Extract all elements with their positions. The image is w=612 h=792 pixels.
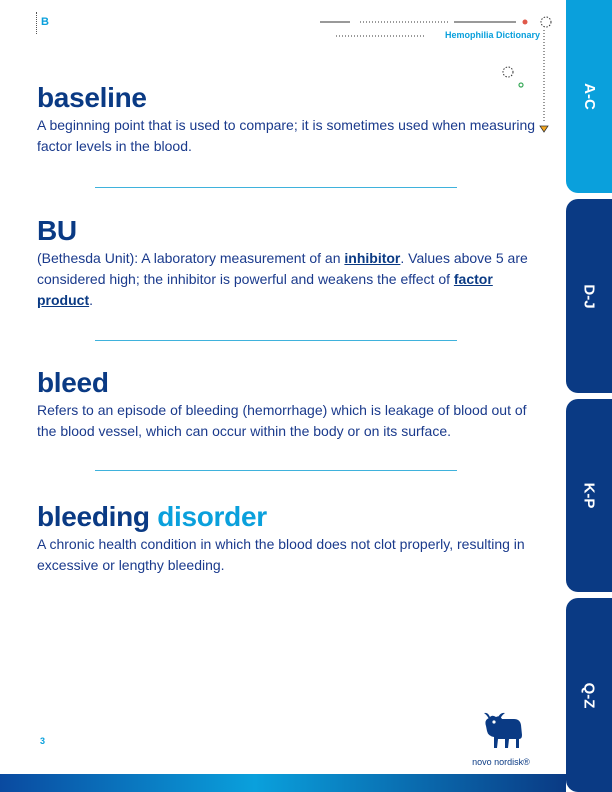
divider [95,187,457,188]
apis-bull-icon [462,708,540,754]
term-heading: BU [37,215,77,246]
page-number: 3 [40,736,46,746]
entry-bleed [37,367,537,442]
term-heading [37,501,537,533]
tab-label: K-P [580,482,598,509]
tab-label: Q-Z [580,682,598,708]
term-heading: baseline [37,82,147,113]
tab-label: D-J [580,283,598,309]
divider [95,340,457,341]
term-definition [37,248,537,311]
dictionary-title: Hemophilia Dictionary [444,30,540,40]
term-definition: Refers to an episode of bleeding (hemorrhage) which is leakage of blood out of the blood vessel, which can occur within the body or on its surface. [37,402,527,439]
term-definition: A beginning point that is used to compare; it is sometimes used when measuring factor levels in the blood. [37,117,536,154]
factor-product-link[interactable]: factor product [37,271,493,308]
divider [95,470,457,471]
entry-bleeding-disorder [37,501,537,576]
bottom-color-bar [0,774,566,792]
inhibitor-link[interactable]: inhibitor [344,250,401,266]
term-definition: A chronic health condition in which the blood does not clot properly, resulting in excessive or lengthy bleeding. [37,536,525,573]
entry-bu [37,215,537,311]
tab-k-p[interactable] [566,399,612,592]
definition-text: . Values above 5 are considered high; the inhibitor is powerful and weakens the effect of [37,250,528,287]
entry-baseline [37,82,537,157]
tab-label: A-C [580,83,598,110]
tab-a-c[interactable] [566,0,612,193]
novo-nordisk-logo [462,708,540,767]
definition-text: (Bethesda Unit): A laboratory measurement of an [37,250,345,266]
logo-wordmark: novo nordisk® [472,757,530,767]
section-letter: B [41,16,49,28]
term-part: bleeding [37,501,150,532]
tab-q-z[interactable] [566,598,612,792]
definition-text: . [89,292,93,308]
corner-decoration [36,12,39,34]
tab-d-j[interactable] [566,199,612,393]
term-part-accent: disorder [157,501,267,532]
term-heading: bleed [37,367,109,398]
